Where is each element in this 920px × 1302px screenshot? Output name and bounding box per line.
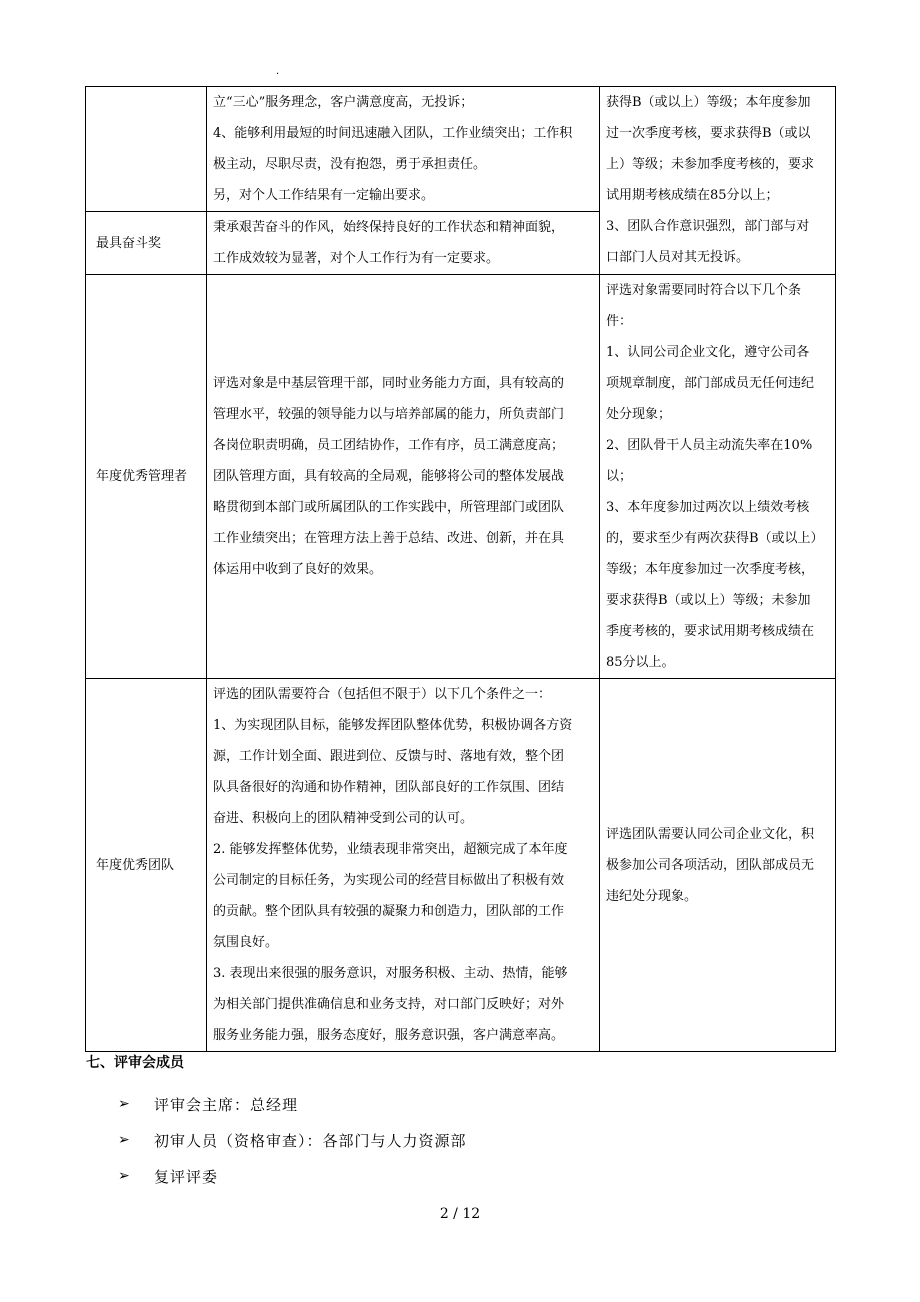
arrow-bullet-icon: ➢ — [118, 1168, 131, 1184]
text-line: 项规章制度，部门部成员无任何违纪 — [606, 376, 815, 391]
table-row-manager — [86, 275, 836, 679]
list-item — [118, 1158, 467, 1194]
text-line: 氛围良好。 — [213, 935, 279, 950]
text-line: 公司制定的目标任务，为实现公司的经营目标做出了积极有效 — [213, 873, 565, 888]
text-line: 试用期考核成绩在85分以上； — [606, 188, 779, 203]
text-line: 评选团队需要认同公司企业文化，积 — [606, 826, 815, 842]
text-line: 违纪处分现象。 — [606, 888, 698, 904]
list-item-text: 初审人员（资格审查）：各部门与人力资源部 — [154, 1131, 467, 1150]
text-line: 极参加公司各项活动，团队部成员无 — [606, 857, 815, 873]
text-line: 秉承艰苦奋斗的作风，始终保持良好的工作状态和精神面貌， — [213, 220, 565, 235]
text-line: 评选对象需要同时符合以下几个条 — [606, 283, 802, 298]
text-line: 获得B（或以上）等级；本年度参加 — [606, 95, 811, 110]
criteria-cell — [207, 212, 600, 275]
text-line: 管理水平，较强的领导能力以与培养部属的能力，所负责部门 — [213, 407, 565, 422]
text-line: 的，要求至少有两次获得B（或以上） — [606, 531, 824, 546]
text-line: 另，对个人工作结果有一定输出要求。 — [213, 188, 435, 203]
text-line: 1、认同公司企业文化，遵守公司各 — [606, 345, 810, 360]
table-row-continued — [86, 87, 836, 212]
text-line: 处分现象； — [606, 407, 672, 422]
list-item — [118, 1086, 467, 1122]
conditions-cell — [600, 275, 836, 679]
text-line: 2. 能够发挥整体优势，业绩表现非常突出，超额完成了本年度 — [213, 842, 568, 857]
award-criteria-table — [85, 86, 836, 1052]
arrow-bullet-icon: ➢ — [118, 1096, 131, 1112]
text-line: 要求获得B（或以上）等级；未参加 — [606, 593, 811, 608]
award-name-cell — [86, 87, 207, 212]
conditions-cell — [600, 87, 836, 275]
text-line: 团队管理方面，具有较高的全局观，能够将公司的整体发展战 — [213, 469, 565, 484]
text-line: 件： — [606, 314, 633, 329]
text-line: 工作业绩突出；在管理方法上善于总结、改进、创新，并在具 — [213, 531, 565, 546]
text-line: 立“三心”服务理念，客户满意度高，无投诉； — [213, 95, 474, 110]
text-line: 为相关部门提供准确信息和业务支持，对口部门反映好；对外 — [213, 997, 565, 1012]
text-line: 等级；本年度参加过一次季度考核， — [606, 562, 815, 577]
text-line: 评选的团队需要符合（包括但不限于）以下几个条件之一： — [213, 687, 552, 702]
text-line: 的贡献。整个团队具有较强的凝聚力和创造力，团队部的工作 — [213, 904, 565, 919]
text-line: 3、本年度参加过两次以上绩效考核 — [606, 500, 810, 515]
text-line: 3、团队合作意识强烈，部门部与对 — [606, 219, 810, 234]
section-title: 七、评审会成员 — [86, 1055, 184, 1071]
list-item-text: 评审会主席：总经理 — [154, 1095, 299, 1114]
text-line: 奋进、积极向上的团队精神受到公司的认可。 — [213, 811, 474, 826]
conditions-cell — [600, 679, 836, 1052]
text-line: 以； — [606, 469, 633, 484]
text-line: 队具备很好的沟通和协作精神，团队部良好的工作氛围、团结 — [213, 780, 565, 795]
text-line: 各岗位职责明确，员工团结协作，工作有序，员工满意度高； — [213, 438, 565, 453]
text-line: 1、为实现团队目标，能够发挥团队整体优势，积极协调各方资 — [213, 718, 573, 733]
list-item-text: 复评评委 — [154, 1167, 219, 1186]
text-line: 3. 表现出来很强的服务意识，对服务积极、主动、热情，能够 — [213, 966, 568, 981]
criteria-cell — [207, 679, 600, 1052]
text-line: 体运用中收到了良好的效果。 — [213, 562, 383, 577]
text-line: 源，工作计划全面、跟进到位、反馈与时、落地有效，整个团 — [213, 749, 565, 764]
text-line: 上）等级；未参加季度考核的，要求 — [606, 157, 815, 172]
arrow-bullet-icon: ➢ — [118, 1132, 131, 1148]
text-line: 4、能够利用最短的时间迅速融入团队，工作业绩突出；工作积 — [213, 126, 573, 141]
text-line: 85分以上。 — [606, 655, 675, 670]
text-line: 服务业务能力强，服务态度好，服务意识强，客户满意率高。 — [213, 1028, 565, 1043]
list-item — [118, 1122, 467, 1158]
text-line: 2、团队骨干人员主动流失率在10% — [606, 438, 813, 453]
criteria-cell — [207, 275, 600, 679]
text-line: 口部门人员对其无投诉。 — [606, 250, 750, 265]
text-line: 极主动，尽职尽责，没有抱怨，勇于承担责任。 — [213, 157, 487, 172]
top-mark: · — [276, 69, 280, 80]
page-number: 2 / 12 — [439, 1206, 481, 1222]
text-line: 季度考核的，要求试用期考核成绩在 — [606, 624, 815, 639]
table-row-team — [86, 679, 836, 1052]
award-name-cell: 年度优秀团队 — [86, 679, 207, 1052]
award-name-cell: 年度优秀管理者 — [86, 275, 207, 679]
text-line: 略贯彻到本部门或所属团队的工作实践中，所管理部门或团队 — [213, 500, 565, 515]
committee-list — [118, 1086, 467, 1194]
text-line: 评选对象是中基层管理干部，同时业务能力方面，具有较高的 — [213, 376, 565, 391]
criteria-cell — [207, 87, 600, 212]
text-line: 过一次季度考核，要求获得B（或以 — [606, 126, 811, 141]
text-line: 工作成效较为显著，对个人工作行为有一定要求。 — [213, 251, 500, 266]
award-name-cell: 最具奋斗奖 — [86, 212, 207, 275]
